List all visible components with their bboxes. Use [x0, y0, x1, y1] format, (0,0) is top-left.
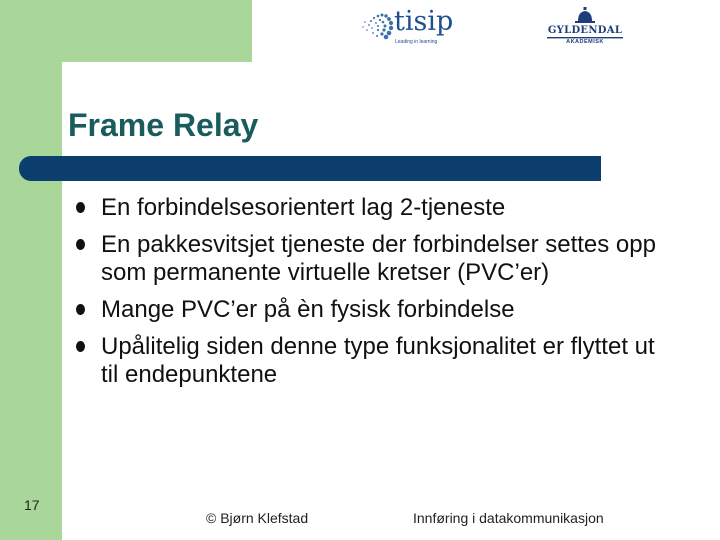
tisip-logo-subtext: Leading in learning: [395, 39, 438, 45]
title-underline-bar: [19, 156, 601, 181]
decorative-frame-left: [0, 0, 62, 540]
bullet-text: Mange PVC’er på èn fysisk forbindelse: [101, 296, 515, 323]
bullet-text: En pakkesvitsjet tjeneste der forbindelser settes opp som permanente virtuelle kretser (PVC’er): [101, 231, 656, 286]
footer-course-title: Innføring i datakommunikasjon: [413, 510, 604, 526]
bullet-icon: [76, 341, 85, 352]
gyldendal-logo-subtext: AKADEMISK: [566, 39, 604, 45]
bullet-icon: [76, 304, 85, 315]
tisip-logo-text: tisip: [394, 6, 454, 37]
footer-author: © Bjørn Klefstad: [206, 510, 309, 526]
bullet-icon: [76, 239, 85, 250]
bullet-text: Upålitelig siden denne type funksjonalitet er flyttet ut til endepunktene: [101, 333, 655, 388]
bullet-text: En forbindelsesorientert lag 2-tjeneste: [101, 194, 506, 221]
bullet-item: [76, 333, 676, 389]
bullet-item: [76, 194, 676, 222]
slide-number: 17: [24, 497, 40, 513]
slide-title: Frame Relay: [68, 107, 259, 143]
decorative-frame-top: [0, 0, 252, 62]
gyldendal-logo-text: GYLDENDAL: [547, 25, 623, 36]
bullet-list: [76, 194, 676, 398]
bullet-icon: [76, 202, 85, 213]
bullet-item: [76, 296, 676, 324]
bullet-item: [76, 231, 676, 287]
